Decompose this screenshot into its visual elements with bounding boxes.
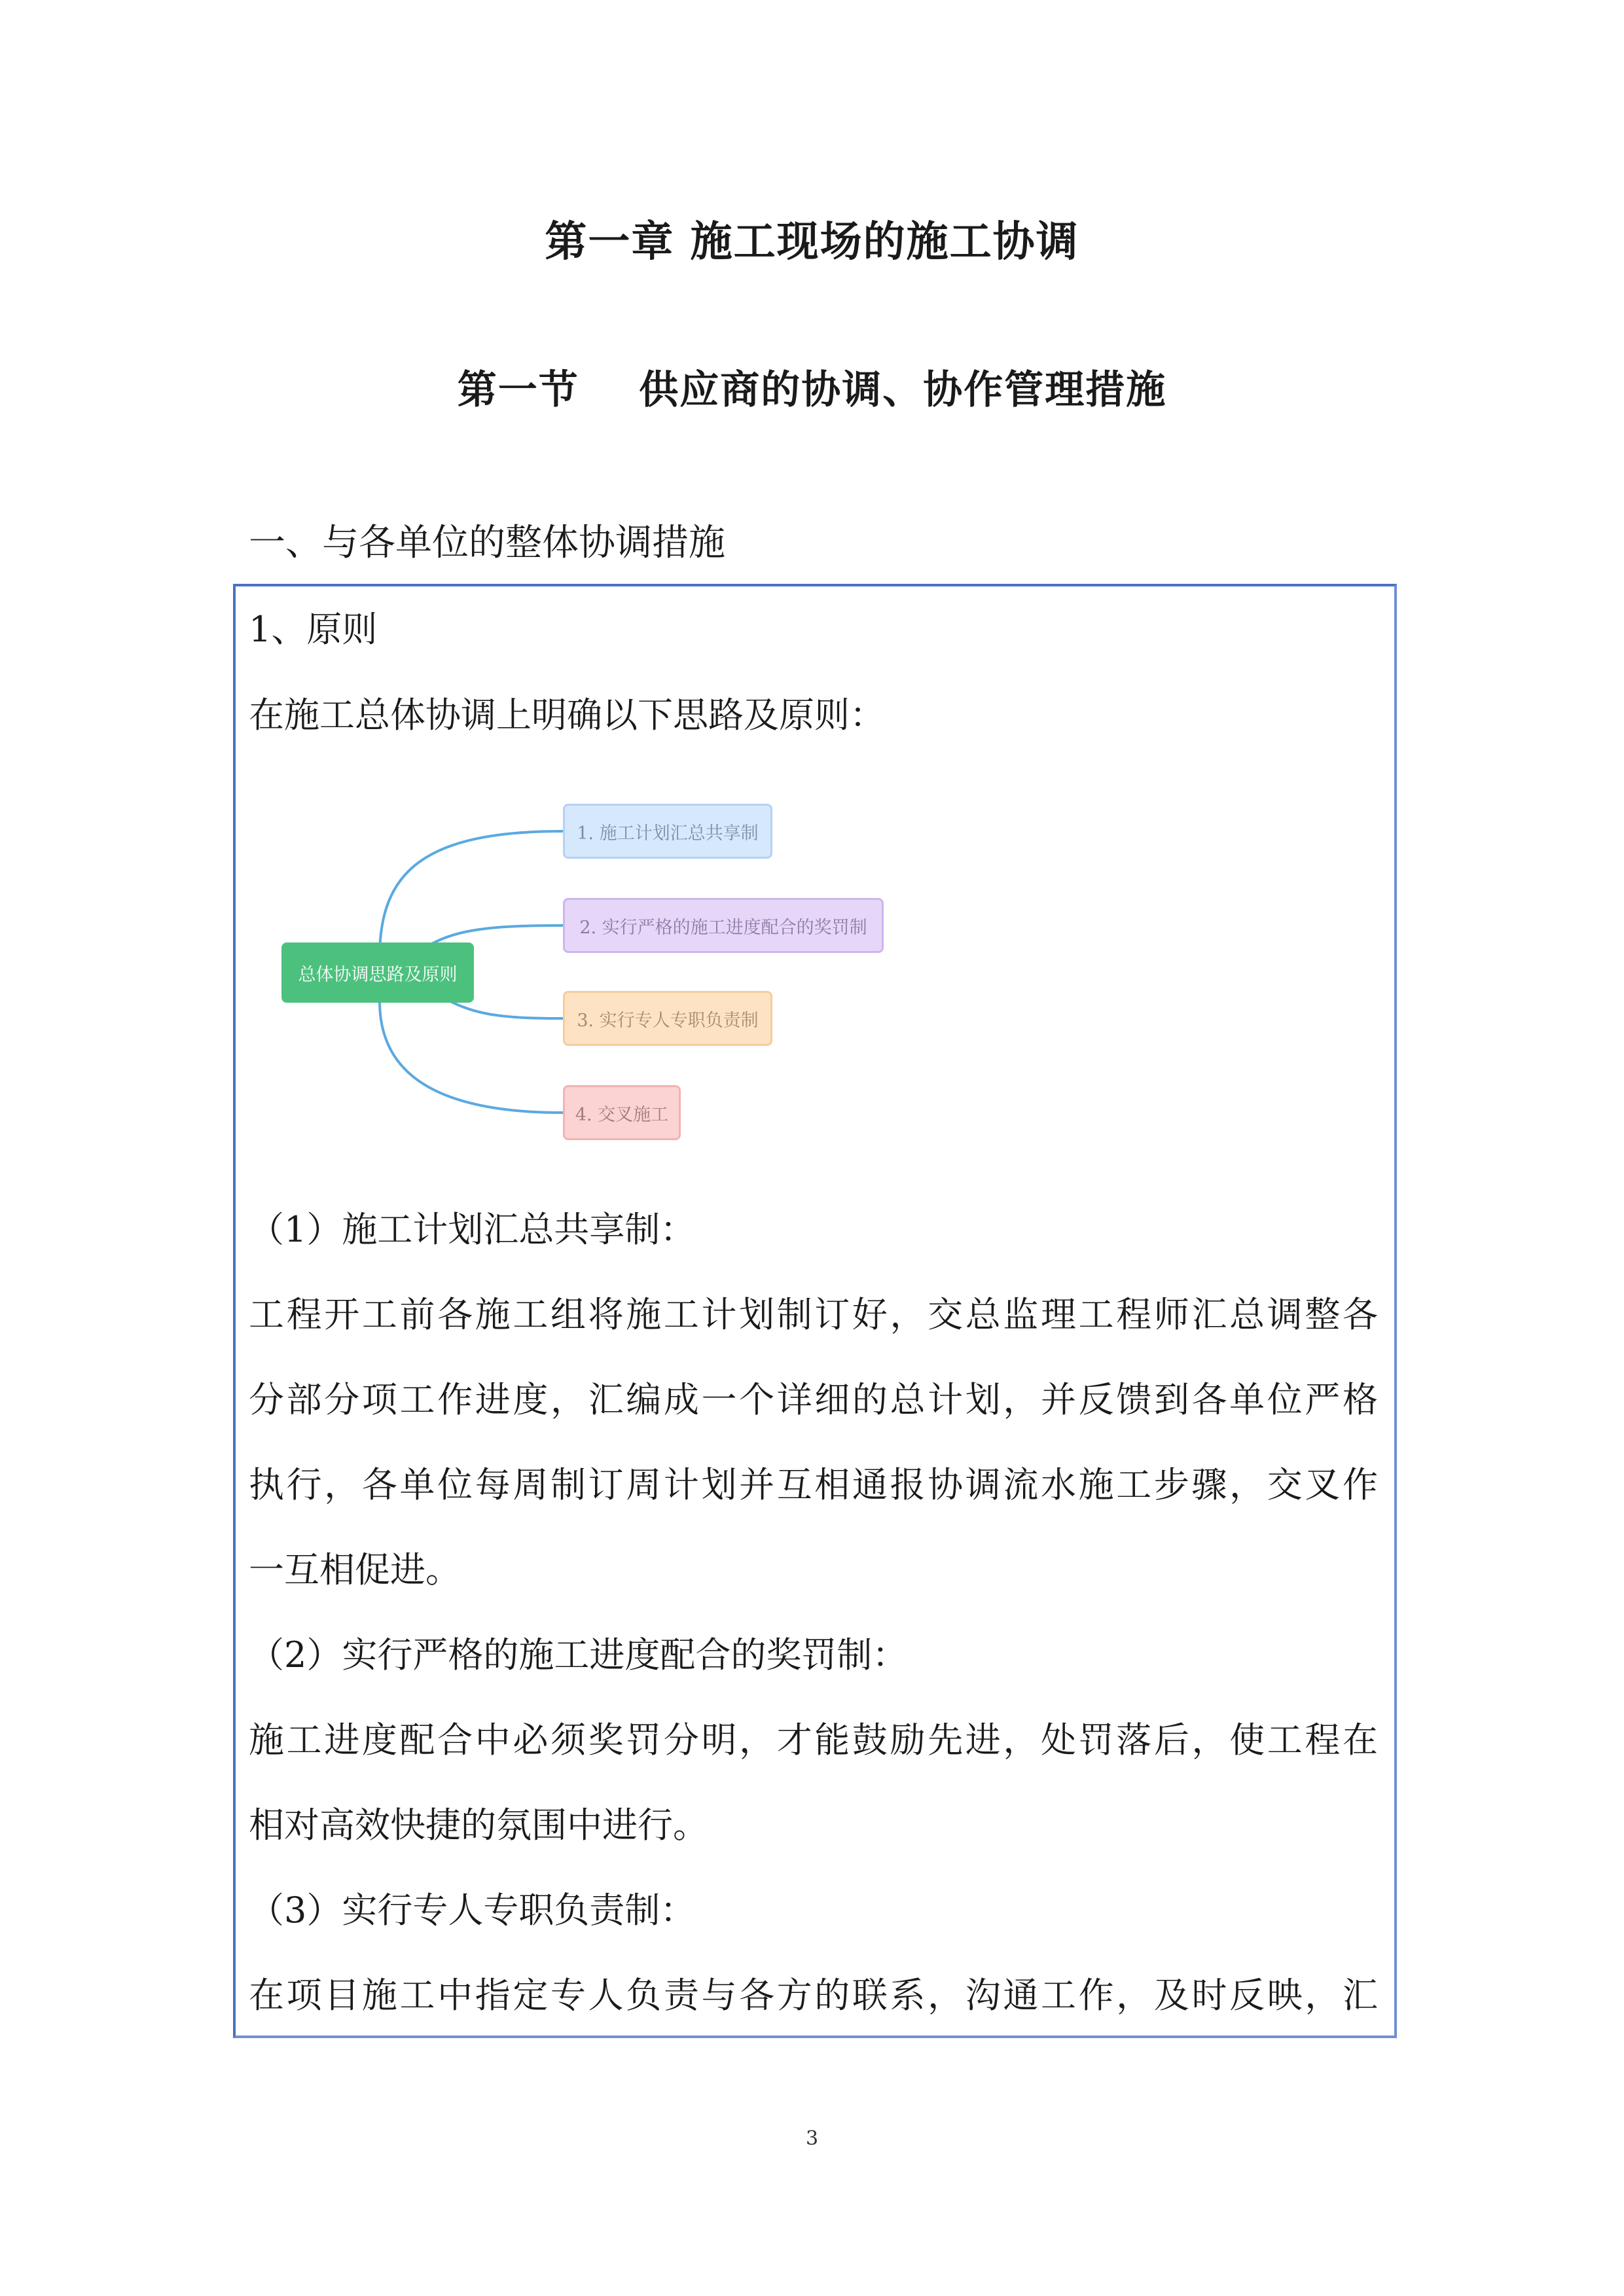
box-intro: 在施工总体协调上明确以下思路及原则： (249, 694, 885, 736)
sub-heading: 一、与各单位的整体协调措施 (249, 522, 725, 564)
mindmap (275, 792, 903, 1158)
item1-line: 一互相促进。 (249, 1549, 461, 1590)
section-title: 第一节 供应商的协调、协作管理措施 (457, 367, 1167, 413)
item1-title: （1）施工计划汇总共享制： (249, 1209, 696, 1250)
chapter-title: 第一章 施工现场的施工协调 (545, 218, 1079, 266)
mindmap-branch-3: 3. 实行专人专职负责制 (563, 991, 772, 1046)
item1-line: 工程开工前各施工组将施工计划制订好，交总监理工程师汇总调整各 (249, 1294, 1378, 1335)
mindmap-branch-2: 2. 实行严格的施工进度配合的奖罚制 (563, 898, 884, 953)
item1-line: 分部分项工作进度，汇编成一个详细的总计划，并反馈到各单位严格 (249, 1379, 1378, 1420)
mindmap-root: 总体协调思路及原则 (281, 942, 474, 1003)
mindmap-branch-4: 4. 交叉施工 (563, 1085, 681, 1140)
item3-line: 在项目施工中指定专人负责与各方的联系，沟通工作，及时反映，汇 (249, 1975, 1378, 2016)
connector-1 (380, 831, 563, 957)
item2-title: （2）实行严格的施工进度配合的奖罚制： (249, 1634, 908, 1676)
page-number: 3 (805, 2127, 819, 2150)
box-heading: 1、原则 (249, 609, 378, 650)
item3-title: （3）实行专人专职负责制： (249, 1890, 696, 1931)
mindmap-branch-1: 1. 施工计划汇总共享制 (563, 804, 772, 859)
item1-line: 执行，各单位每周制订周计划并互相通报协调流水施工步骤，交叉作 (249, 1464, 1378, 1505)
item2-line: 相对高效快捷的氛围中进行。 (249, 1804, 708, 1846)
item2-line: 施工进度配合中必须奖罚分明，才能鼓励先进，处罚落后，使工程在 (249, 1719, 1378, 1761)
